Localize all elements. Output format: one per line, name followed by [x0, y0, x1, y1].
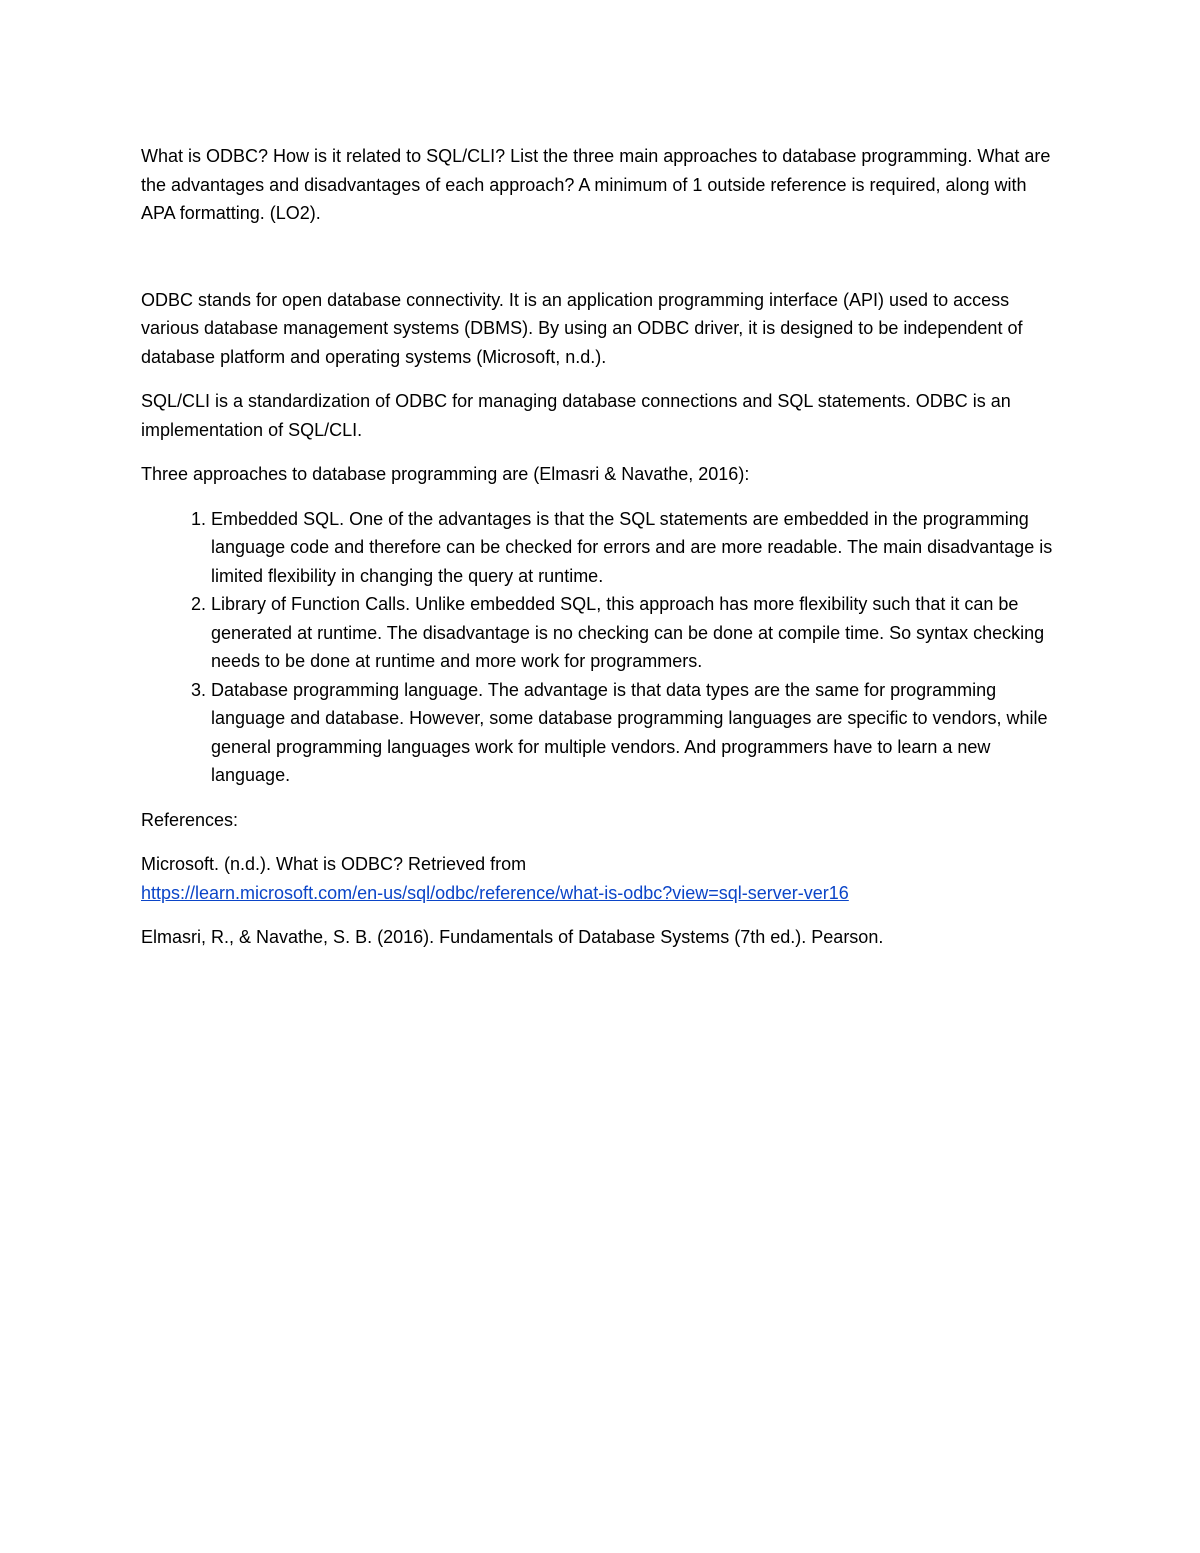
assignment-prompt: What is ODBC? How is it related to SQL/CLI? List the three main approaches to database programming. What are the advantages and disadvantages of each approach? A minimum of 1 outside reference is required, along with APA formatting. (LO2).: [141, 146, 1051, 223]
list-item: 2. Library of Function Calls. Unlike embedded SQL, this approach has more flexibility such that it can be generated at runtime. The disadvantage is no checking can be done at compile time. So syntax checking needs to be done at runtime and more work for programmers.: [211, 590, 1061, 676]
reference-elmasri: Elmasri, R., & Navathe, S. B. (2016). Fundamentals of Database Systems (7th ed.). Pearson.: [141, 927, 884, 947]
document-body: [141, 142, 1061, 968]
list-item: 1. Embedded SQL. One of the advantages is that the SQL statements are embedded in the programming language code and therefore can be checked for errors and are more readable. The main disadvantage is limited flexibility in changing the query at runtime.: [211, 505, 1061, 591]
approaches-list: [141, 505, 1061, 790]
sqlcli-paragraph: SQL/CLI is a standardization of ODBC for managing database connections and SQL statements. ODBC is an implementation of SQL/CLI.: [141, 391, 1011, 440]
reference-microsoft: [141, 850, 1061, 907]
references-heading: References:: [141, 809, 239, 830]
reference-microsoft-link[interactable]: https://learn.microsoft.com/en-us/sql/odbc/reference/what-is-odbc?view=sql-server-ver16: [141, 882, 849, 903]
odbc-definition-paragraph: ODBC stands for open database connectivity. It is an application programming interface (API) used to access various database management systems (DBMS). By using an ODBC driver, it is designed to be independent of database platform and operating systems (Microsoft, n.d.).: [141, 289, 1023, 367]
reference-microsoft-text: Microsoft. (n.d.). What is ODBC? Retrieved from: [141, 854, 527, 874]
list-item: 3. Database programming language. The advantage is that data types are the same for programming language and database. However, some database programming languages are specific to vendors, while general programming languages work for multiple vendors. And programmers have to learn a new language.: [211, 676, 1061, 790]
approaches-intro: Three approaches to database programming are (Elmasri & Navathe, 2016):: [141, 464, 750, 484]
